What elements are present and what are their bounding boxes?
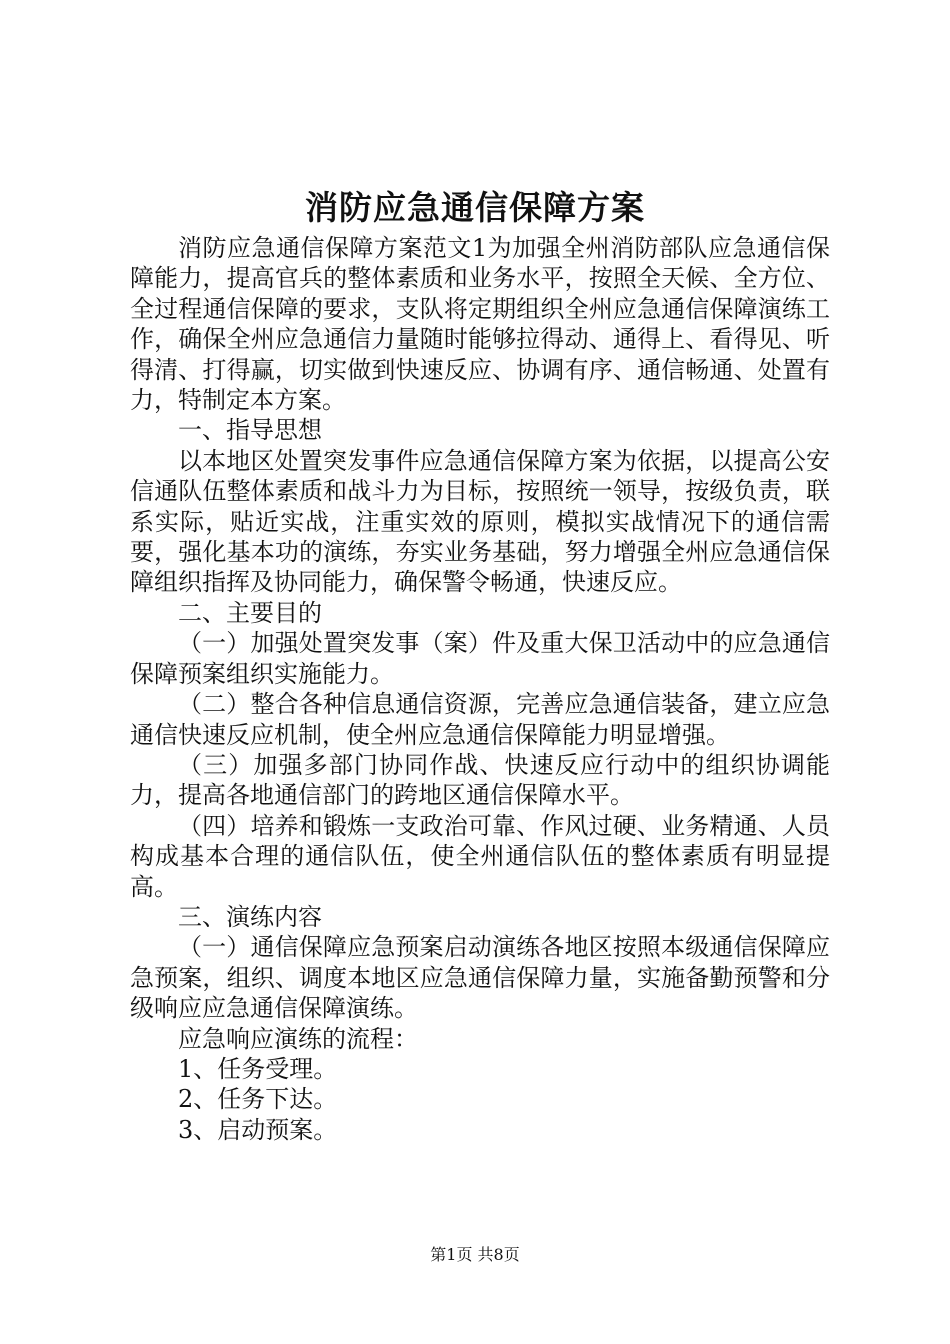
paragraph-intro: 消防应急通信保障方案范文1为加强全州消防部队应急通信保障能力，提高官兵的整体素质和业务水平，按照全天候、全方位、全过程通信保障的要求，支队将定期组织全州应急通信保障演练工作，确保全州应急通信力量随时能够拉得动、通得上、看得见、听得清、打得赢，切实做到快速反应、协调有序、通信畅通、处置有力，特制定本方案。 — [130, 234, 830, 415]
paragraph-drill-1: （一）通信保障应急预案启动演练各地区按照本级通信保障应急预案，组织、调度本地区应急通信保障力量，实施备勤预警和分级响应应急通信保障演练。 — [130, 933, 830, 1023]
page-footer: 第1页 共8页 — [430, 1245, 520, 1264]
paragraph-purpose-1: （一）加强处置突发事（案）件及重大保卫活动中的应急通信保障预案组织实施能力。 — [130, 629, 830, 688]
list-item-step-1: 1、任务受理。 — [178, 1054, 338, 1083]
document-title: 消防应急通信保障方案 — [305, 188, 645, 227]
paragraph-purpose-4: （四）培养和锻炼一支政治可靠、作风过硬、业务精通、人员构成基本合理的通信队伍，使全州通信队伍的整体素质有明显提高。 — [130, 811, 830, 901]
paragraph-purpose-2: （二）整合各种信息通信资源，完善应急通信装备，建立应急通信快速反应机制，使全州应急通信保障能力明显增强。 — [130, 690, 830, 749]
document-body — [130, 233, 830, 1145]
heading-drill-content: 三、演练内容 — [178, 902, 322, 931]
paragraph-response-flow: 应急响应演练的流程： — [178, 1024, 418, 1053]
paragraph-purpose-3: （三）加强多部门协同作战、快速反应行动中的组织协调能力，提高各地通信部门的跨地区通信保障水平。 — [130, 750, 830, 810]
heading-main-purpose: 二、主要目的 — [178, 598, 322, 627]
list-item-step-3: 3、启动预案。 — [178, 1115, 338, 1144]
list-item-step-2: 2、任务下达。 — [178, 1085, 338, 1114]
heading-guiding-ideology: 一、指导思想 — [178, 416, 322, 445]
paragraph-guiding-ideology: 以本地区处置突发事件应急通信保障方案为依据，以提高公安信通队伍整体素质和战斗力为目标，按照统一领导，按级负责，联系实际，贴近实战，注重实效的原则，模拟实战情况下的通信需要，强化基本功的演练，夯实业务基础，努力增强全州应急通信保障组织指挥及协同能力，确保警令畅通，快速反应。 — [130, 446, 830, 597]
